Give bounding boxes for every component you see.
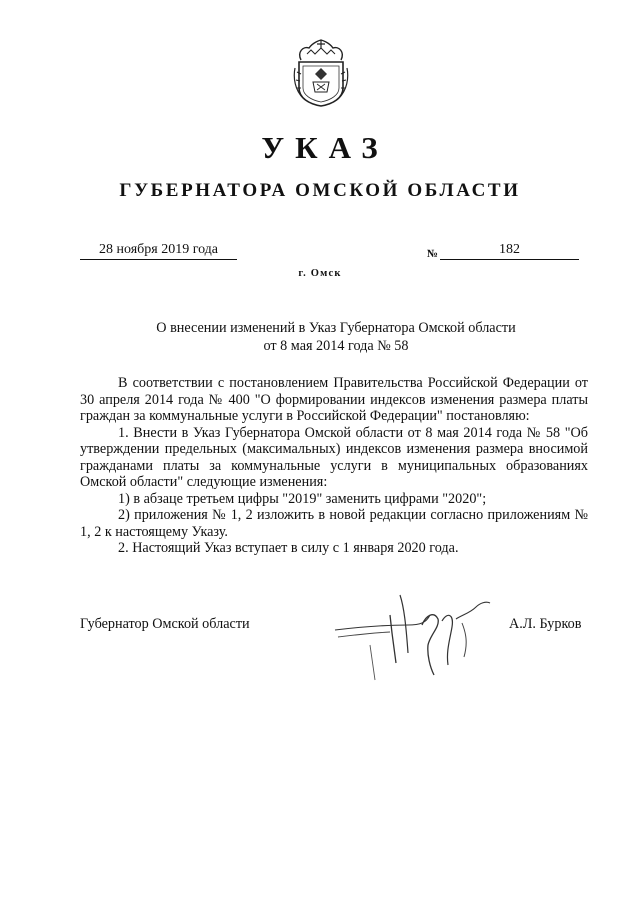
document-heading: [0, 319, 640, 355]
body-paragraph: 1) в абзаце третьем цифры "2019" заменить цифрами "2020";: [118, 490, 487, 507]
body-paragraph: 2) приложения № 1, 2 изложить в новой редакции согласно приложениям № 1, 2 к настоящему Указу.: [80, 507, 588, 540]
document-subtitle: ГУБЕРНАТОРА ОМСКОЙ ОБЛАСТИ: [119, 180, 521, 201]
document-number: 182: [440, 242, 579, 260]
body-paragraph: 2. Настоящий Указ вступает в силу с 1 января 2020 года.: [118, 540, 459, 556]
heading-line: О внесении изменений в Указ Губернатора Омской области: [156, 320, 516, 336]
body-paragraph: 1. Внести в Указ Губернатора Омской области от 8 мая 2014 года № 58 "Об утверждении предельных (максимальных) индексов изменения размера вносимой гражданами платы за коммунальные услуги в муниципальных образованиях Омской области" следующие изменения:: [80, 424, 588, 490]
coat-of-arms-icon: [293, 38, 349, 108]
document-title: УКАЗ: [261, 130, 389, 165]
heading-line: от 8 мая 2014 года № 58: [263, 338, 409, 354]
number-sign: №: [427, 248, 439, 260]
handwritten-signature: [330, 585, 505, 685]
document-city: г. Омск: [298, 268, 342, 279]
document-date: 28 ноября 2019 года: [80, 242, 237, 260]
document-body: [80, 375, 588, 557]
body-paragraph: В соответствии с постановлением Правительства Российской Федерации от 30 апреля 2014 года № 400 "О формировании индексов изменения размера платы граждан за коммунальные услуги в Российской Федерации" постановляю:: [80, 375, 588, 424]
signatory-position: Губернатор Омской области: [80, 616, 250, 632]
signatory-name: А.Л. Бурков: [509, 616, 582, 632]
